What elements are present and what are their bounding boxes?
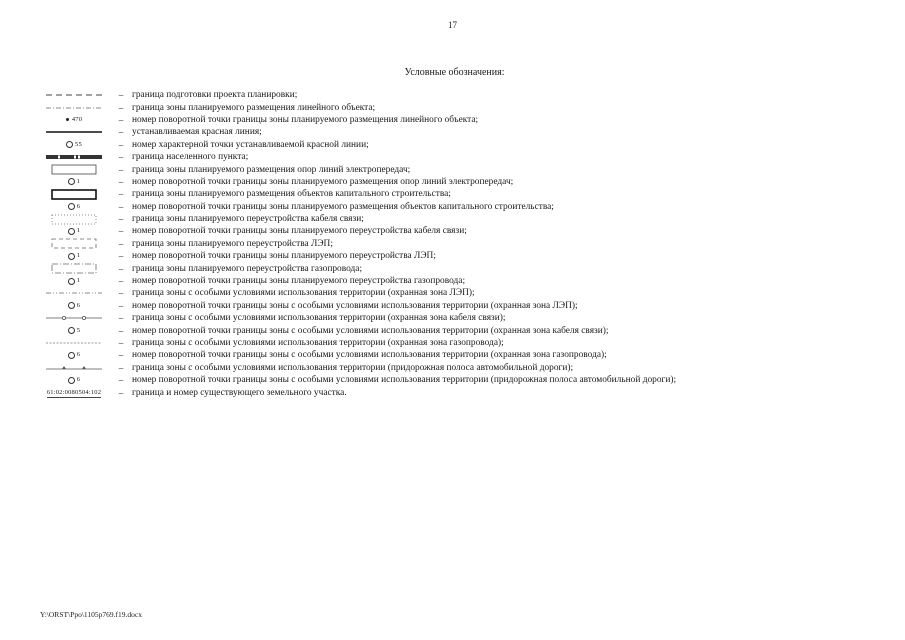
legend-text: граница зоны с особыми условиями использования территории (охранная зона кабеля связи); <box>132 313 506 324</box>
dash: – <box>118 164 124 175</box>
legend-row <box>38 262 878 274</box>
thick-box-icon <box>38 188 110 200</box>
legend-row <box>38 114 878 126</box>
legend-row <box>38 386 878 398</box>
circle-number-icon <box>38 176 110 188</box>
legend-text: граница зоны с особыми условиями использования территории (охранная зона ЛЭП); <box>132 288 475 299</box>
legend-row <box>38 213 878 225</box>
legend-text: граница зоны с особыми условиями использования территории (придорожная полоса автомобильной дороги); <box>132 362 574 373</box>
legend-row <box>38 238 878 250</box>
dot-icon <box>66 118 69 121</box>
point-label: 5 <box>76 326 81 334</box>
dash: – <box>118 226 124 237</box>
dash: – <box>118 300 124 311</box>
legend-text: номер поворотной точки границы зоны с особыми условиями использования территории (охранная зона кабеля связи); <box>132 325 609 336</box>
legend-row <box>38 89 878 101</box>
dash: – <box>118 387 124 398</box>
legend-text: номер поворотной точки границы зоны планируемого переустройства ЛЭП; <box>132 251 436 262</box>
point-label: 470 <box>71 115 83 123</box>
circle-icon <box>68 377 75 384</box>
legend-row <box>38 101 878 113</box>
dash: – <box>118 201 124 212</box>
circle-number-icon <box>38 225 110 237</box>
legend-text: номер поворотной точки границы зоны с особыми условиями использования территории (придорожная полоса автомобильной дороги); <box>132 375 677 386</box>
legend-row <box>38 151 878 163</box>
legend-row <box>38 225 878 237</box>
circle-number-icon <box>38 139 110 151</box>
legend-text: граница зоны планируемого размещения объектов капитального строительства; <box>132 189 451 200</box>
circle-number-icon <box>38 349 110 361</box>
legend-row <box>38 163 878 175</box>
circle-icon <box>68 203 75 210</box>
legend-list <box>38 89 878 399</box>
dash: – <box>118 189 124 200</box>
point-label: 6 <box>76 351 81 359</box>
legend-text: граница зоны планируемого размещения линейного объекта; <box>132 102 376 113</box>
point-label: 6 <box>76 301 81 309</box>
legend-row <box>38 139 878 151</box>
circle-number-icon <box>38 374 110 386</box>
legend-text: номер поворотной точки границы зоны планируемого размещения опор линий электропередач; <box>132 176 514 187</box>
point-label: 6 <box>76 376 81 384</box>
page-number: 17 <box>448 20 457 30</box>
dash: – <box>118 338 124 348</box>
settlement-boundary-icon <box>38 151 110 163</box>
legend-row <box>38 126 878 138</box>
dash: – <box>118 176 124 187</box>
legend-text: граница населенного пункта; <box>132 152 249 163</box>
legend-row <box>38 374 878 386</box>
point-label: 55 <box>75 140 82 148</box>
legend-row <box>38 287 878 299</box>
legend-text: номер поворотной точки границы зоны планируемого переустройства газопровода; <box>132 276 466 287</box>
dash: – <box>118 114 124 125</box>
dash: – <box>118 350 124 361</box>
legend-row <box>38 349 878 361</box>
point-label: 1 <box>76 227 81 235</box>
dash: – <box>118 90 124 101</box>
legend-text: номер поворотной точки границы зоны планируемого переустройства кабеля связи; <box>132 226 467 237</box>
dash: – <box>118 214 124 225</box>
dash: – <box>118 276 124 287</box>
dash: – <box>118 313 124 324</box>
point-label: 1 <box>76 277 81 285</box>
circle-icon <box>68 327 75 334</box>
dash: – <box>118 375 124 386</box>
thick-line-icon <box>38 126 110 138</box>
legend-row <box>38 337 878 349</box>
dash: – <box>118 251 124 262</box>
circle-number-icon <box>38 250 110 262</box>
circle-number-icon <box>38 275 110 287</box>
legend-row <box>38 188 878 200</box>
legend-row <box>38 176 878 188</box>
legend-text: граница зоны планируемого переустройства газопровода; <box>132 263 363 274</box>
dashed-line-icon <box>38 89 110 101</box>
dotted-box-icon <box>38 213 110 225</box>
circle-icon <box>68 302 75 309</box>
circle-icon <box>68 228 75 235</box>
legend-row <box>38 300 878 312</box>
circle-icon <box>68 253 75 260</box>
legend-row <box>38 324 878 336</box>
dash: – <box>118 139 124 150</box>
legend-text: устанавливаемая красная линия; <box>132 127 262 138</box>
dash-box-icon <box>38 263 110 275</box>
legend-text: граница зоны с особыми условиями использования территории (охранная зона газопровода); <box>132 338 504 348</box>
dash-dot-line-icon <box>38 102 110 114</box>
legend-text: номер поворотной точки границы зоны планируемого размещения объектов капитального строительства; <box>132 201 554 212</box>
legend-row <box>38 312 878 324</box>
dashed-box-icon <box>38 238 110 250</box>
cadastral-number-icon <box>38 387 110 399</box>
dash: – <box>118 288 124 299</box>
legend-text: граница и номер существующего земельного участка. <box>132 387 347 398</box>
point-label: 1 <box>76 177 81 185</box>
legend-text: граница зоны планируемого переустройства ЛЭП; <box>132 238 333 249</box>
legend-text: граница зоны планируемого переустройства кабеля связи; <box>132 214 364 225</box>
dash: – <box>118 362 124 373</box>
footer-file-path: Y:\ORST\Ppo\1105p769.f19.docx <box>40 610 142 619</box>
legend-text: номер характерной точки устанавливаемой красной линии; <box>132 139 369 150</box>
legend-text: граница зоны планируемого размещения опор линий электропередач; <box>132 164 411 175</box>
point-label: 1 <box>76 252 81 260</box>
fine-dash-line-icon <box>38 337 110 349</box>
dash: – <box>118 263 124 274</box>
point-label: 6 <box>76 202 81 210</box>
dash: – <box>118 238 124 249</box>
line-triangles-icon <box>38 362 110 374</box>
legend-text: номер поворотной точки границы зоны с особыми условиями использования территории (охранная зона ЛЭП); <box>132 300 578 311</box>
circle-number-icon <box>38 300 110 312</box>
circle-icon <box>68 278 75 285</box>
cadastral-label: 61:02:0080504:102 <box>46 388 102 396</box>
box-icon <box>38 164 110 176</box>
dash: – <box>118 127 124 138</box>
circle-icon <box>68 178 75 185</box>
legend-row <box>38 201 878 213</box>
dash-double-dot-line-icon <box>38 287 110 299</box>
dash: – <box>118 102 124 113</box>
legend-row <box>38 275 878 287</box>
legend-text: номер поворотной точки границы зоны планируемого размещения линейного объекта; <box>132 114 479 125</box>
legend-row <box>38 362 878 374</box>
legend-row <box>38 250 878 262</box>
dash: – <box>118 152 124 163</box>
legend-text: граница подготовки проекта планировки; <box>132 90 298 101</box>
legend-title: Условные обозначения: <box>404 67 505 78</box>
dot-number-icon <box>38 114 110 126</box>
circle-icon <box>68 352 75 359</box>
circle-number-icon <box>38 325 110 337</box>
circle-number-icon <box>38 201 110 213</box>
circle-icon <box>66 141 73 148</box>
legend-text: номер поворотной точки границы зоны с особыми условиями использования территории (охранная зона газопровода); <box>132 350 607 361</box>
line-circles-icon <box>38 312 110 324</box>
dash: – <box>118 325 124 336</box>
